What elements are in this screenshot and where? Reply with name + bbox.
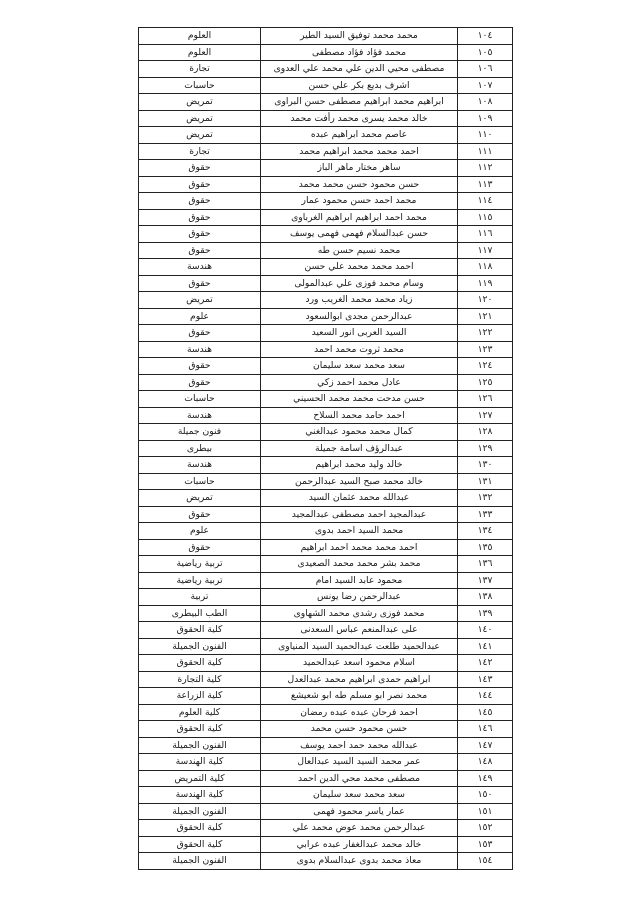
table-row [139,721,513,738]
faculty-name: تربية رياضية [139,556,261,573]
row-number: ١٣٦ [458,556,513,573]
table-row [139,770,513,787]
row-number: ١٣٨ [458,589,513,606]
row-number: ١٤٠ [458,622,513,639]
person-name: عبدالرؤف اسامة جميلة [261,440,458,457]
faculty-name: تمريض [139,292,261,309]
person-name: محمد محمد توفيق السيد الطير [261,28,458,45]
faculty-name: حقوق [139,226,261,243]
person-name: على عبدالمنعم عباس السعدنى [261,622,458,639]
table-row [139,704,513,721]
faculty-name: كلية التمريض [139,770,261,787]
person-name: احمد حامد محمد السلاح [261,407,458,424]
faculty-name: حاسبات [139,391,261,408]
faculty-name: تربية رياضية [139,572,261,589]
table-row [139,572,513,589]
table-row [139,226,513,243]
row-number: ١٣٩ [458,605,513,622]
person-name: سعد محمد سعد سليمان [261,787,458,804]
table-row [139,341,513,358]
row-number: ١٢٢ [458,325,513,342]
table-row [139,820,513,837]
row-number: ١٣٤ [458,523,513,540]
row-number: ١٢٤ [458,358,513,375]
faculty-name: كلية التجارة [139,671,261,688]
person-name: حسن عبدالسلام فهمى فهمى يوسف [261,226,458,243]
roster-table [138,27,513,870]
row-number: ١٥٤ [458,853,513,870]
table-row [139,407,513,424]
row-number: ١٤٩ [458,770,513,787]
faculty-name: حقوق [139,506,261,523]
table-row [139,638,513,655]
table-row [139,473,513,490]
row-number: ١٠٤ [458,28,513,45]
faculty-name: هندسة [139,457,261,474]
faculty-name: كلية الهندسة [139,787,261,804]
faculty-name: كلية الزراعة [139,688,261,705]
person-name: معاذ محمد بدوى عبدالسلام بدوى [261,853,458,870]
faculty-name: حاسبات [139,77,261,94]
faculty-name: هندسة [139,341,261,358]
person-name: عبدالله محمد عثمان السيد [261,490,458,507]
row-number: ١٢٣ [458,341,513,358]
person-name: احمد محمد محمد احمد ابراهيم [261,539,458,556]
person-name: محمد احمد حسن محمود عمار [261,193,458,210]
table-row [139,77,513,94]
row-number: ١٥٠ [458,787,513,804]
faculty-name: كلية الحقوق [139,836,261,853]
row-number: ١٣٧ [458,572,513,589]
row-number: ١٠٧ [458,77,513,94]
table-row [139,853,513,870]
row-number: ١٠٥ [458,44,513,61]
table-row [139,242,513,259]
faculty-name: حقوق [139,275,261,292]
row-number: ١١٤ [458,193,513,210]
table-row [139,259,513,276]
table-row [139,787,513,804]
table-row [139,374,513,391]
row-number: ١٢٩ [458,440,513,457]
table-row [139,44,513,61]
table-row [139,358,513,375]
person-name: وسام محمد فوزى علي عبدالمولى [261,275,458,292]
faculty-name: هندسة [139,407,261,424]
person-name: محمد نسيم حسن طه [261,242,458,259]
faculty-name: تجارة [139,143,261,160]
row-number: ١١٠ [458,127,513,144]
person-name: مصطفى محمد محي الدين احمد [261,770,458,787]
table-row [139,292,513,309]
person-name: عبدالرحمن رضا يونس [261,589,458,606]
person-name: خالد وليد محمد ابراهيم [261,457,458,474]
person-name: حسن مدحت محمد محمد الحسيني [261,391,458,408]
table-row [139,539,513,556]
person-name: عادل محمد احمد زكي [261,374,458,391]
faculty-name: هندسة [139,259,261,276]
table-row [139,803,513,820]
table-row [139,176,513,193]
table-row [139,556,513,573]
row-number: ١١٥ [458,209,513,226]
row-number: ١٢٧ [458,407,513,424]
row-number: ١٢١ [458,308,513,325]
person-name: اسلام محمود اسعد عبدالحميد [261,655,458,672]
row-number: ١٣٣ [458,506,513,523]
faculty-name: حقوق [139,193,261,210]
row-number: ١٤١ [458,638,513,655]
table-row [139,490,513,507]
row-number: ١٤٥ [458,704,513,721]
faculty-name: كلية الهندسة [139,754,261,771]
row-number: ١٣٥ [458,539,513,556]
person-name: محمد نصر ابو مسلم طه ابو شعيشع [261,688,458,705]
table-row [139,737,513,754]
person-name: محمد ثروت محمد احمد [261,341,458,358]
roster-table-body [139,28,513,870]
faculty-name: تمريض [139,94,261,111]
faculty-name: الفنون الجميلة [139,803,261,820]
faculty-name: حاسبات [139,473,261,490]
row-number: ١٠٨ [458,94,513,111]
table-row [139,308,513,325]
faculty-name: حقوق [139,325,261,342]
row-number: ١٢٠ [458,292,513,309]
table-row [139,440,513,457]
table-row [139,193,513,210]
faculty-name: كلية الحقوق [139,622,261,639]
person-name: عبدالرحمن مجدى ابوالسعود [261,308,458,325]
table-row [139,275,513,292]
faculty-name: الفنون الجميلة [139,853,261,870]
person-name: خالد محمد صبح السيد عبدالرحمن [261,473,458,490]
row-number: ١٥١ [458,803,513,820]
table-row [139,605,513,622]
person-name: حسن محمود حسن محمد محمد [261,176,458,193]
table-row [139,836,513,853]
person-name: محمد بشر محمد محمد الصعيدى [261,556,458,573]
table-row [139,160,513,177]
table-row [139,506,513,523]
faculty-name: العلوم [139,28,261,45]
person-name: زياد محمد محمد الغريب ورد [261,292,458,309]
table-row [139,754,513,771]
person-name: عبدالمجيد احمد مصطفى عبدالمجيد [261,506,458,523]
person-name: عبدالحميد طلعت عبدالحميد السيد المنياوى [261,638,458,655]
person-name: عاصم محمد ابراهيم عبده [261,127,458,144]
row-number: ١١١ [458,143,513,160]
person-name: احمد فرحان عبده عبده رمضان [261,704,458,721]
faculty-name: الفنون الجميلة [139,737,261,754]
faculty-name: حقوق [139,176,261,193]
person-name: السيد العربى انور السعيد [261,325,458,342]
row-number: ١٠٦ [458,61,513,78]
person-name: محمد فوزى رشدى محمد الشهاوى [261,605,458,622]
person-name: اشرف بديع بكر علي حسن [261,77,458,94]
table-row [139,143,513,160]
table-row [139,61,513,78]
faculty-name: تمريض [139,110,261,127]
table-row [139,391,513,408]
row-number: ١١٨ [458,259,513,276]
row-number: ١٣٢ [458,490,513,507]
person-name: حسن محمود حسن محمد [261,721,458,738]
row-number: ١٢٥ [458,374,513,391]
table-row [139,94,513,111]
row-number: ١٤٤ [458,688,513,705]
row-number: ١١٩ [458,275,513,292]
faculty-name: حقوق [139,539,261,556]
faculty-name: كلية الحقوق [139,721,261,738]
row-number: ١١٦ [458,226,513,243]
faculty-name: حقوق [139,374,261,391]
faculty-name: كلية العلوم [139,704,261,721]
row-number: ١٥٢ [458,820,513,837]
table-row [139,523,513,540]
person-name: ابراهيم محمد ابراهيم مصطفى حسن البراوى [261,94,458,111]
table-row [139,424,513,441]
person-name: عمر محمد السيد السيد عبدالعال [261,754,458,771]
person-name: عبدالرحمن محمد عوض محمد علي [261,820,458,837]
table-row [139,655,513,672]
row-number: ١٣٠ [458,457,513,474]
person-name: عمار ياسر محمود فهمى [261,803,458,820]
person-name: احمد محمد محمد ابراهيم محمد [261,143,458,160]
person-name: محمد السيد احمد بدوى [261,523,458,540]
person-name: محمد احمد ابراهيم ابراهيم الغرباوى [261,209,458,226]
row-number: ١٤٧ [458,737,513,754]
faculty-name: بيطرى [139,440,261,457]
person-name: ابراهيم حمدى ابراهيم محمد عبدالعدل [261,671,458,688]
faculty-name: فنون جميلة [139,424,261,441]
table-row [139,110,513,127]
table-row [139,457,513,474]
table-row [139,325,513,342]
faculty-name: حقوق [139,358,261,375]
row-number: ١٤٣ [458,671,513,688]
faculty-name: كلية الحقوق [139,820,261,837]
row-number: ١٤٦ [458,721,513,738]
faculty-name: علوم [139,308,261,325]
table-row [139,622,513,639]
table-row [139,209,513,226]
faculty-name: تمريض [139,490,261,507]
faculty-name: علوم [139,523,261,540]
person-name: سعد محمد سعد سليمان [261,358,458,375]
row-number: ١١٢ [458,160,513,177]
faculty-name: تمريض [139,127,261,144]
person-name: مصطفى محيي الدين علي محمد علي العدوى [261,61,458,78]
person-name: ساهر مختار ماهر الباز [261,160,458,177]
row-number: ١٤٨ [458,754,513,771]
table-row [139,28,513,45]
row-number: ١٤٢ [458,655,513,672]
table-row [139,127,513,144]
person-name: احمد محمد محمد علي حسن [261,259,458,276]
person-name: خالد محمد عبدالغفار عبده عرابي [261,836,458,853]
faculty-name: تربية [139,589,261,606]
person-name: محمود عابد السيد امام [261,572,458,589]
table-row [139,671,513,688]
person-name: كمال محمد محمود عبدالغني [261,424,458,441]
faculty-name: كلية الحقوق [139,655,261,672]
person-name: خالد محمد يسرى محمد رأفت محمد [261,110,458,127]
faculty-name: تجارة [139,61,261,78]
row-number: ١١٧ [458,242,513,259]
person-name: محمد فؤاد فؤاد مصطفى [261,44,458,61]
row-number: ١٠٩ [458,110,513,127]
faculty-name: حقوق [139,160,261,177]
person-name: عبدالله محمد حمد احمد يوسف [261,737,458,754]
row-number: ١٣١ [458,473,513,490]
table-row [139,589,513,606]
row-number: ١٥٣ [458,836,513,853]
faculty-name: حقوق [139,242,261,259]
faculty-name: حقوق [139,209,261,226]
table-row [139,688,513,705]
faculty-name: الفنون الجميلة [139,638,261,655]
row-number: ١١٣ [458,176,513,193]
row-number: ١٢٦ [458,391,513,408]
faculty-name: الطب البيطرى [139,605,261,622]
row-number: ١٢٨ [458,424,513,441]
faculty-name: العلوم [139,44,261,61]
